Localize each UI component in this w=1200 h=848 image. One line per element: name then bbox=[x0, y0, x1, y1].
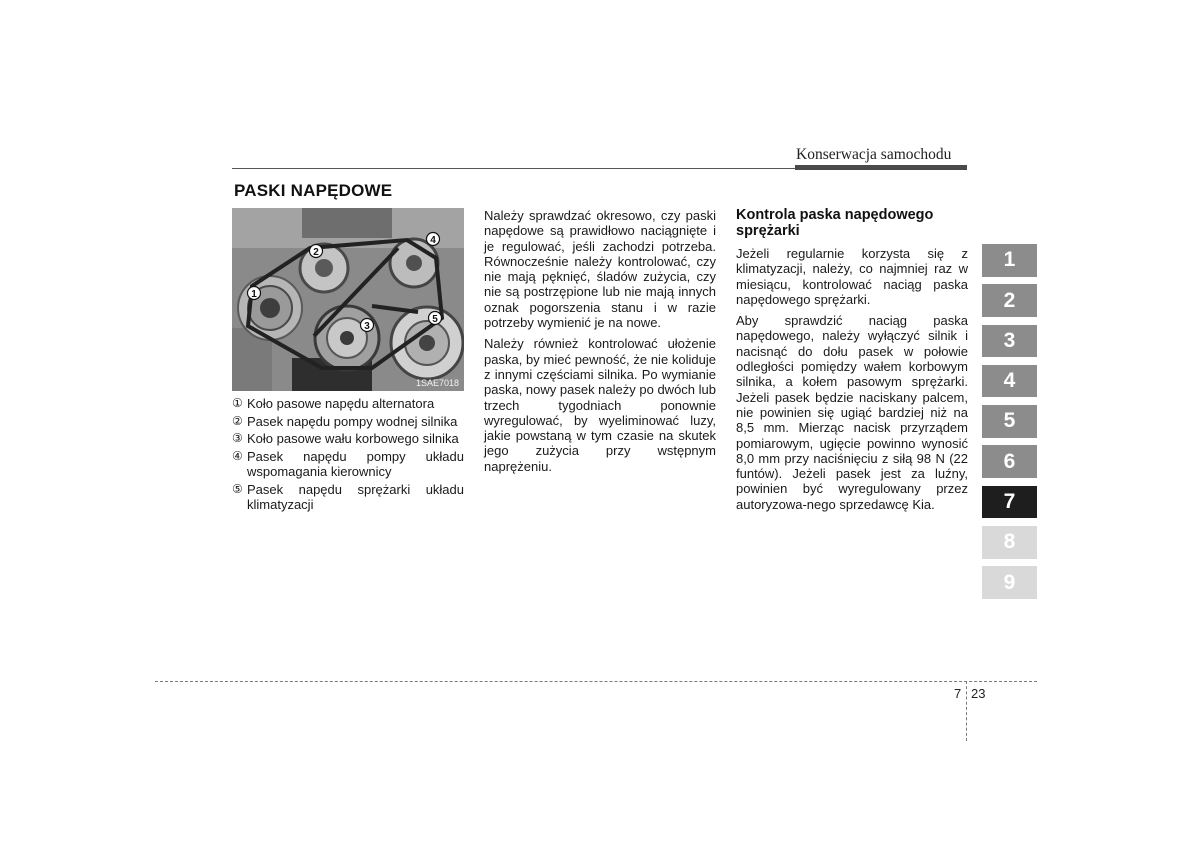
engine-illustration bbox=[232, 208, 464, 391]
caption-item bbox=[232, 431, 464, 447]
paragraph: Należy również kontrolować ułożenie paska, by mieć pewność, że nie koliduje z innymi częściami silnika. Po wymianie paska, nowy pasek należy po dwóch lub trzech tygodniach ponownie wyregulować, by wyeliminować luzy, jakie powstaną w tym czasie na skutek jego zużycia przy wstępnym naprężeniu. bbox=[484, 336, 716, 474]
caption-text: Koło pasowe wału korbowego silnika bbox=[247, 431, 459, 446]
caption-text: Pasek napędu pompy wodnej silnika bbox=[247, 413, 458, 429]
caption-list bbox=[232, 396, 464, 515]
caption-text: Pasek napędu pompy układu wspomagania kierownicy bbox=[247, 448, 464, 479]
caption-number: ② bbox=[232, 413, 243, 428]
section-title: Konserwacja samochodu bbox=[796, 146, 952, 163]
callout-3: 3 bbox=[364, 321, 370, 332]
callout-1: 1 bbox=[251, 289, 257, 300]
chapter-tabs bbox=[982, 244, 1037, 607]
middle-column bbox=[484, 208, 716, 480]
chapter-tab-5[interactable]: 5 bbox=[982, 405, 1037, 438]
chapter-tab-3[interactable]: 3 bbox=[982, 325, 1037, 358]
paragraph: Należy sprawdzać okresowo, czy paski napędowe są prawidłowo naciągnięte i je regulować, jeśli zachodzi potrzeba. Równocześnie należy kontrolować, czy nie mają pęknięć, śladów zużycia, czy nie są postrzępione lub nie mają innych oznak pogorszenia stanu i w razie potrzeby wymienić je na nowe. bbox=[484, 208, 716, 331]
figure-code: 1SAE7018 bbox=[415, 378, 459, 388]
page-heading: PASKI NAPĘDOWE bbox=[234, 181, 393, 200]
chapter-tab-6[interactable]: 6 bbox=[982, 445, 1037, 478]
engine-belt-figure bbox=[232, 208, 464, 391]
chapter-tab-1[interactable]: 1 bbox=[982, 244, 1037, 277]
caption-text: Pasek napędu sprężarki układu klimatyzacji bbox=[247, 481, 464, 512]
chapter-tab-8[interactable]: 8 bbox=[982, 526, 1037, 559]
header-bar bbox=[795, 165, 967, 170]
page-chapter-number: 7 bbox=[954, 686, 962, 701]
caption-item bbox=[232, 414, 464, 430]
footer-rule bbox=[155, 681, 1037, 682]
caption-number: ① bbox=[232, 396, 243, 410]
callout-4: 4 bbox=[430, 235, 436, 246]
caption-number: ③ bbox=[232, 431, 243, 445]
paragraph: Jeżeli regularnie korzysta się z klimatyzacji, należy, co najmniej raz w miesiącu, kontrolować naciąg paska napędowego sprężarki. bbox=[736, 246, 968, 307]
caption-text: Koło pasowe napędu alternatora bbox=[247, 396, 435, 411]
chapter-tab-2[interactable]: 2 bbox=[982, 284, 1037, 317]
page-number: 23 bbox=[971, 686, 986, 701]
paragraph: Aby sprawdzić naciąg paska napędowego, należy wyłączyć silnik i nacisnąć do dołu pasek w połowie odległości pomiędzy wałem korbowym silnika, a kołem pasowym sprężarki. Jeżeli pasek będzie naciskany palcem, nie powinien się ugiąć bardziej niż na 8,5 mm. Mierząc nacisk przyrządem pomiarowym, ugięcie powinno wynosić 8,0 mm przy naciśnięciu z siłą 98 N (22 funtów). Jeżeli pasek jest za luźny, powinien być wyregulowany przez autoryzowa-nego sprzedawcę Kia. bbox=[736, 313, 968, 512]
caption-number: ④ bbox=[232, 448, 243, 463]
caption-item bbox=[232, 482, 464, 513]
subheading: Kontrola paska napędowego sprężarki bbox=[736, 207, 934, 239]
caption-number: ⑤ bbox=[232, 481, 243, 496]
chapter-tab-4[interactable]: 4 bbox=[982, 365, 1037, 398]
right-column bbox=[736, 207, 968, 518]
callout-5: 5 bbox=[432, 314, 438, 325]
chapter-tab-9[interactable]: 9 bbox=[982, 566, 1037, 599]
footer-divider bbox=[966, 681, 967, 741]
caption-item bbox=[232, 396, 464, 412]
callout-2: 2 bbox=[313, 247, 319, 258]
caption-item bbox=[232, 449, 464, 480]
chapter-tab-7[interactable]: 7 bbox=[982, 486, 1037, 519]
